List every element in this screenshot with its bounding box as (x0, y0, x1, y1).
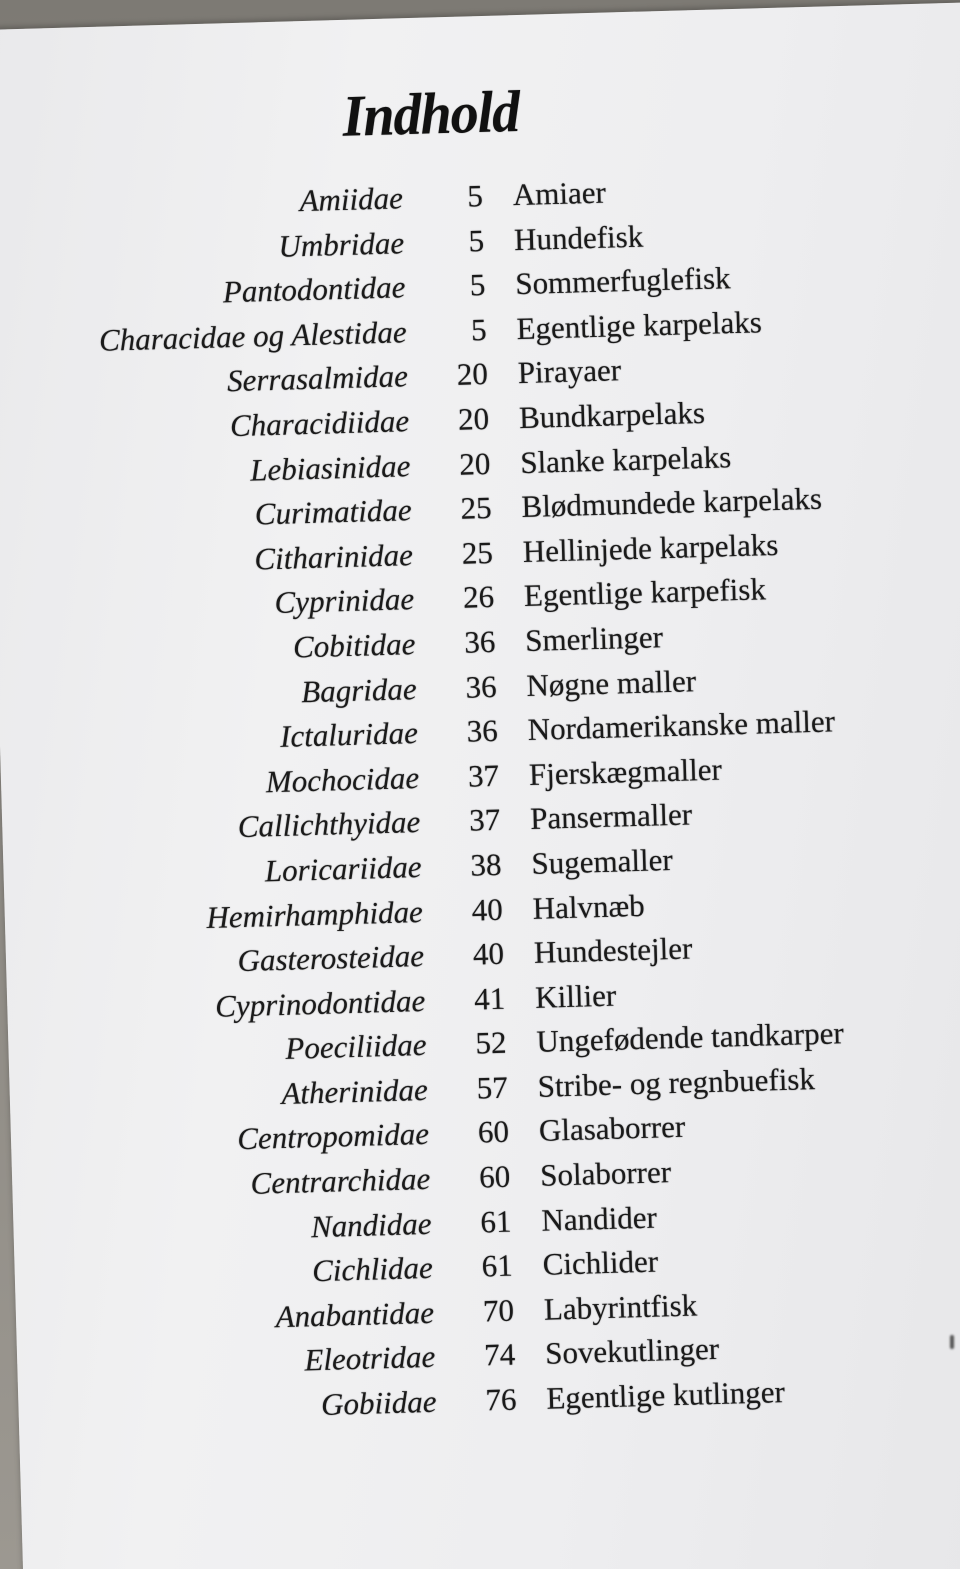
page-number: 25 (460, 490, 493, 526)
page-number: 20 (458, 445, 491, 482)
page-number: 5 (470, 311, 488, 348)
latin-family-name: Characidae og Alestidae (98, 313, 408, 358)
table-of-contents (0, 160, 960, 1436)
page-number: 26 (462, 579, 495, 616)
danish-common-name: Hundestejler (533, 930, 693, 970)
danish-common-name: Egentlige kutlinger (545, 1374, 786, 1416)
danish-common-name: Glasaborrer (538, 1109, 686, 1149)
page-number: 74 (483, 1337, 516, 1373)
latin-family-name: Umbridae (277, 224, 405, 264)
latin-family-name: Nandidae (310, 1205, 432, 1244)
latin-family-name: Cobitidae (292, 626, 416, 665)
latin-family-name: Poeciliidae (284, 1027, 427, 1067)
danish-common-name: Nandider (540, 1199, 658, 1238)
latin-family-name: Lebiasinidae (249, 447, 411, 488)
danish-common-name: Slanke karpelaks (519, 438, 732, 480)
danish-common-name: Solaborrer (539, 1154, 672, 1193)
page-number: 37 (467, 757, 500, 794)
danish-common-name: Smerlinger (524, 619, 664, 658)
danish-common-name: Ungefødende tandkarper (535, 1015, 845, 1060)
danish-common-name: Egentlige karpefisk (523, 571, 767, 614)
page-number: 20 (457, 400, 490, 437)
latin-family-name: Amiidae (299, 180, 404, 219)
danish-common-name: Fjerskægmaller (528, 751, 723, 792)
latin-family-name: Callichthyidae (237, 804, 421, 845)
page-number: 5 (466, 178, 484, 214)
danish-common-name: Bundkarpelaks (518, 394, 706, 436)
danish-common-name: Hellinjede karpelaks (522, 526, 779, 569)
latin-family-name: Gobiidae (320, 1383, 437, 1423)
latin-family-name: Loricariidae (264, 848, 423, 889)
danish-common-name: Sommerfuglefisk (514, 260, 731, 302)
danish-common-name: Nordamerikanske maller (527, 703, 836, 748)
danish-common-name: Killier (534, 977, 617, 1015)
page-number: 61 (481, 1247, 514, 1284)
latin-family-name: Centrarchidae (250, 1160, 431, 1201)
latin-family-name: Centropomidae (236, 1116, 430, 1157)
page-number: 5 (468, 222, 485, 259)
book-page (0, 2, 960, 1569)
latin-family-name: Characidiidae (229, 403, 410, 444)
danish-common-name: Egentlige karpelaks (516, 304, 763, 346)
page-number: 57 (476, 1069, 509, 1106)
page-number: 76 (484, 1381, 517, 1418)
danish-common-name: Blødmundede karpelaks (521, 480, 823, 525)
page-number: 60 (478, 1158, 511, 1195)
danish-common-name: Hundefisk (513, 218, 644, 257)
page-number: 52 (474, 1024, 507, 1061)
danish-common-name: Amiaer (512, 174, 607, 213)
page-number: 40 (471, 891, 504, 928)
danish-common-name: Sovekutlinger (544, 1331, 720, 1372)
page-number: 20 (456, 356, 489, 393)
latin-family-name: Cyprinodontidae (214, 982, 426, 1024)
page-number: 36 (465, 668, 498, 705)
danish-common-name: Halvnæb (532, 887, 646, 926)
latin-family-name: Anabantidae (275, 1294, 435, 1335)
danish-common-name: Nøgne maller (526, 662, 697, 703)
danish-common-name: Sugemaller (530, 841, 674, 881)
page-number: 60 (477, 1114, 510, 1150)
page-number: 41 (473, 980, 506, 1017)
danish-common-name: Cichlider (542, 1243, 659, 1283)
page-number: 36 (463, 623, 496, 660)
page-title: Indhold (341, 79, 521, 150)
latin-family-name: Gasterosteidae (237, 938, 425, 979)
latin-family-name: Eleotridae (303, 1339, 436, 1378)
latin-family-name: Atherinidae (280, 1071, 429, 1111)
danish-common-name: Stribe- og regnbuefisk (537, 1060, 816, 1104)
latin-family-name: Pantodontidae (222, 269, 406, 310)
latin-family-name: Citharinidae (253, 536, 414, 577)
latin-family-name: Mochocidae (265, 759, 420, 800)
page-number: 61 (479, 1203, 512, 1240)
latin-family-name: Cyprinidae (274, 581, 415, 621)
danish-common-name: Pirayaer (517, 352, 622, 391)
page-number: 5 (469, 267, 486, 303)
latin-family-name: Curimatidae (254, 492, 413, 532)
latin-family-name: Hemirhamphidae (205, 893, 424, 935)
latin-family-name: Serrasalmidae (226, 358, 409, 399)
page-number: 38 (470, 846, 502, 883)
danish-common-name: Labyrintfisk (543, 1287, 698, 1327)
latin-family-name: Cichlidae (311, 1250, 434, 1289)
page-number: 70 (482, 1292, 515, 1329)
page-number: 25 (461, 534, 494, 571)
page-number: 40 (472, 935, 505, 972)
page-speck (950, 1335, 954, 1349)
latin-family-name: Bagridae (300, 670, 418, 709)
page-number: 37 (468, 802, 501, 838)
page-number: 36 (466, 712, 499, 749)
latin-family-name: Ictaluridae (279, 715, 419, 755)
danish-common-name: Pansermaller (529, 796, 693, 837)
